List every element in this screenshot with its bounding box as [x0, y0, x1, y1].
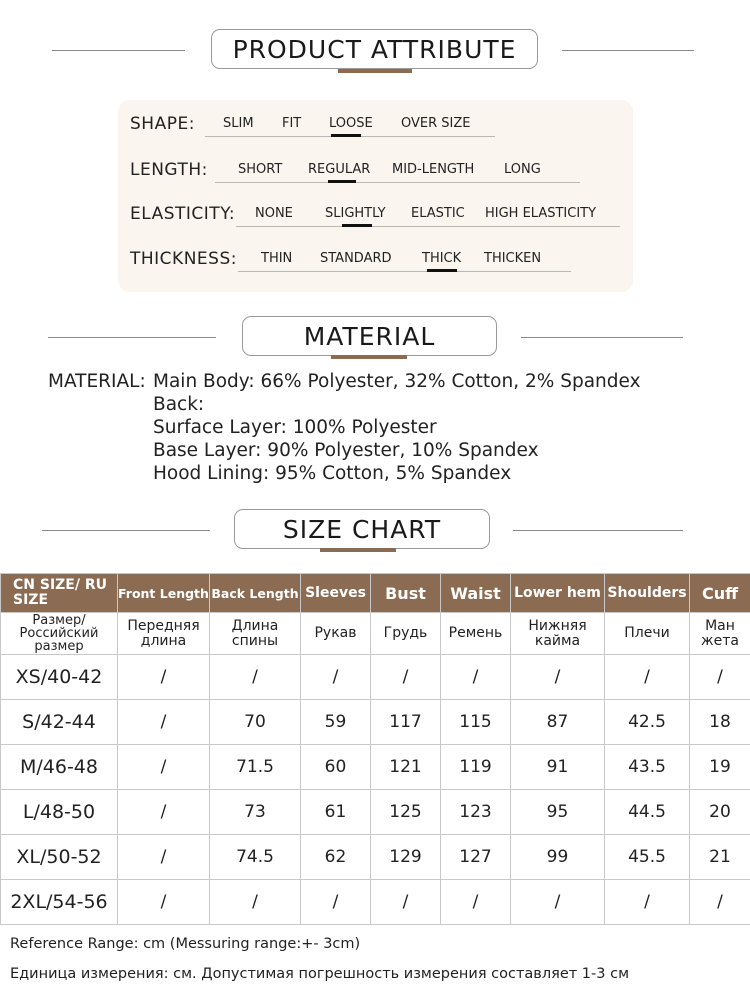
measurement-cell: 19 — [690, 745, 750, 790]
material-lines — [153, 370, 641, 485]
header-cell-ru: Длина спины — [210, 613, 301, 655]
size-cell: S/42-44 — [1, 700, 118, 745]
divider-line — [521, 337, 683, 338]
material-line: Main Body: 66% Polyester, 32% Cotton, 2% Spandex — [153, 371, 641, 392]
table-header-row-en — [1, 574, 750, 613]
measurement-cell: 73 — [210, 790, 301, 835]
section-material — [0, 316, 750, 360]
measurement-cell: 95 — [511, 790, 605, 835]
measurement-cell: 117 — [371, 700, 441, 745]
measurement-cell: / — [441, 880, 511, 925]
measurement-cell: / — [118, 835, 210, 880]
measurement-cell: / — [118, 655, 210, 700]
measurement-cell: 119 — [441, 745, 511, 790]
size-table-body — [1, 655, 750, 925]
header-cell-ru: Нижняя кайма — [511, 613, 605, 655]
attribute-option: NONE — [255, 206, 293, 221]
material-label: MATERIAL: — [48, 371, 146, 392]
attribute-rule — [238, 271, 571, 272]
header-cell: Back Length — [210, 574, 301, 613]
header-cell-ru: Грудь — [371, 613, 441, 655]
attribute-panel — [118, 100, 633, 292]
attribute-option-selected: SLIGHTLY — [325, 206, 386, 221]
measurement-cell: / — [301, 880, 371, 925]
header-cell-ru: Размер/ Российский размер — [1, 613, 118, 655]
measurement-cell: / — [118, 745, 210, 790]
measurement-cell: / — [371, 655, 441, 700]
divider-line — [42, 530, 210, 531]
title-underline-bar — [320, 548, 396, 552]
size-chart-table — [0, 573, 750, 925]
measurement-cell: 127 — [441, 835, 511, 880]
attribute-rule — [215, 182, 580, 183]
header-cell-ru: Передняя длина — [118, 613, 210, 655]
measurement-cell: / — [118, 790, 210, 835]
attribute-option: ELASTIC — [411, 206, 465, 221]
size-cell: XS/40-42 — [1, 655, 118, 700]
measurement-cell: / — [511, 655, 605, 700]
table-row — [1, 835, 750, 880]
measurement-cell: 61 — [301, 790, 371, 835]
title-underline-bar — [338, 69, 412, 73]
measurement-cell: / — [210, 880, 301, 925]
header-cell-ru: Плечи — [605, 613, 690, 655]
attribute-option: THICKEN — [484, 251, 542, 266]
attribute-row-thickness — [118, 237, 633, 277]
attribute-option-selected: LOOSE — [329, 116, 373, 131]
divider-line — [562, 50, 694, 51]
attribute-label: SHAPE: — [130, 114, 195, 134]
table-row — [1, 700, 750, 745]
measurement-cell: 99 — [511, 835, 605, 880]
measurement-note-ru: Единица измерения: см. Допустимая погрешность измерения составляет 1-3 см — [10, 966, 630, 982]
measurement-cell: / — [605, 880, 690, 925]
header-cell: Shoulders — [605, 574, 690, 613]
attribute-label: ELASTICITY: — [130, 204, 236, 224]
measurement-cell: / — [511, 880, 605, 925]
attribute-label: LENGTH: — [130, 160, 208, 180]
attribute-option: HIGH ELASTICITY — [485, 206, 597, 221]
measurement-cell: 18 — [690, 700, 750, 745]
measurement-cell: / — [605, 655, 690, 700]
measurement-cell: 74.5 — [210, 835, 301, 880]
measurement-cell: 45.5 — [605, 835, 690, 880]
measurement-cell: 60 — [301, 745, 371, 790]
measurement-cell: 91 — [511, 745, 605, 790]
section-product-attribute — [0, 29, 750, 73]
measurement-cell: 87 — [511, 700, 605, 745]
section-title: SIZE CHART — [234, 509, 490, 549]
attribute-option: FIT — [282, 116, 302, 131]
attribute-option: THIN — [261, 251, 293, 266]
material-line: Surface Layer: 100% Polyester — [153, 417, 437, 438]
attribute-option: STANDARD — [320, 251, 392, 266]
measurement-cell: 121 — [371, 745, 441, 790]
measurement-cell: 20 — [690, 790, 750, 835]
header-cell: Waist — [441, 574, 511, 613]
size-cell: XL/50-52 — [1, 835, 118, 880]
attribute-rule — [236, 226, 620, 227]
measurement-cell: 43.5 — [605, 745, 690, 790]
divider-line — [513, 530, 683, 531]
measurement-cell: / — [441, 655, 511, 700]
measurement-cell: 115 — [441, 700, 511, 745]
attribute-option-selected: THICK — [422, 251, 462, 266]
section-title: PRODUCT ATTRIBUTE — [211, 29, 538, 69]
measurement-cell: 42.5 — [605, 700, 690, 745]
attribute-option: SHORT — [238, 162, 283, 177]
section-size-chart — [0, 509, 750, 553]
attribute-row-shape — [118, 102, 633, 142]
title-underline-bar — [331, 355, 407, 359]
selected-marker — [342, 224, 372, 227]
measurement-cell: 62 — [301, 835, 371, 880]
reference-range-note: Reference Range: cm (Messuring range:+- 3cm) — [10, 936, 361, 952]
size-cell: 2XL/54-56 — [1, 880, 118, 925]
attribute-label: THICKNESS: — [130, 249, 237, 269]
measurement-cell: / — [690, 880, 750, 925]
header-cell: CN SIZE/ RU SIZE — [1, 574, 118, 613]
attribute-option: MID-LENGTH — [392, 162, 475, 177]
measurement-cell: 59 — [301, 700, 371, 745]
table-row — [1, 745, 750, 790]
material-line: Hood Lining: 95% Cotton, 5% Spandex — [153, 463, 512, 484]
size-cell: M/46-48 — [1, 745, 118, 790]
selected-marker — [331, 134, 361, 137]
divider-line — [48, 337, 216, 338]
measurement-cell: 70 — [210, 700, 301, 745]
header-cell: Lower hem — [511, 574, 605, 613]
header-cell: Sleeves — [301, 574, 371, 613]
table-row — [1, 655, 750, 700]
attribute-option-selected: REGULAR — [308, 162, 371, 177]
measurement-cell: 71.5 — [210, 745, 301, 790]
header-cell-ru: Рукав — [301, 613, 371, 655]
attribute-option: OVER SIZE — [401, 116, 471, 131]
table-header-row-ru — [1, 613, 750, 655]
material-line: Back: — [153, 394, 205, 415]
measurement-cell: / — [690, 655, 750, 700]
table-row — [1, 880, 750, 925]
measurement-cell: / — [118, 880, 210, 925]
header-cell-ru: Ман жета — [690, 613, 750, 655]
attribute-row-elasticity — [118, 192, 633, 232]
measurement-cell: / — [118, 700, 210, 745]
selected-marker — [328, 180, 356, 183]
measurement-cell: 129 — [371, 835, 441, 880]
section-title: MATERIAL — [242, 316, 497, 356]
attribute-row-length — [118, 148, 633, 188]
attribute-option: SLIM — [223, 116, 254, 131]
measurement-cell: 44.5 — [605, 790, 690, 835]
header-cell: Cuff — [690, 574, 750, 613]
header-cell: Front Length — [118, 574, 210, 613]
selected-marker — [427, 269, 457, 272]
size-cell: L/48-50 — [1, 790, 118, 835]
measurement-cell: 125 — [371, 790, 441, 835]
measurement-cell: / — [210, 655, 301, 700]
measurement-cell: / — [301, 655, 371, 700]
divider-line — [52, 50, 185, 51]
measurement-cell: 21 — [690, 835, 750, 880]
measurement-cell: 123 — [441, 790, 511, 835]
attribute-option: LONG — [504, 162, 541, 177]
header-cell: Bust — [371, 574, 441, 613]
table-row — [1, 790, 750, 835]
measurement-cell: / — [371, 880, 441, 925]
material-line: Base Layer: 90% Polyester, 10% Spandex — [153, 440, 539, 461]
header-cell-ru: Ремень — [441, 613, 511, 655]
